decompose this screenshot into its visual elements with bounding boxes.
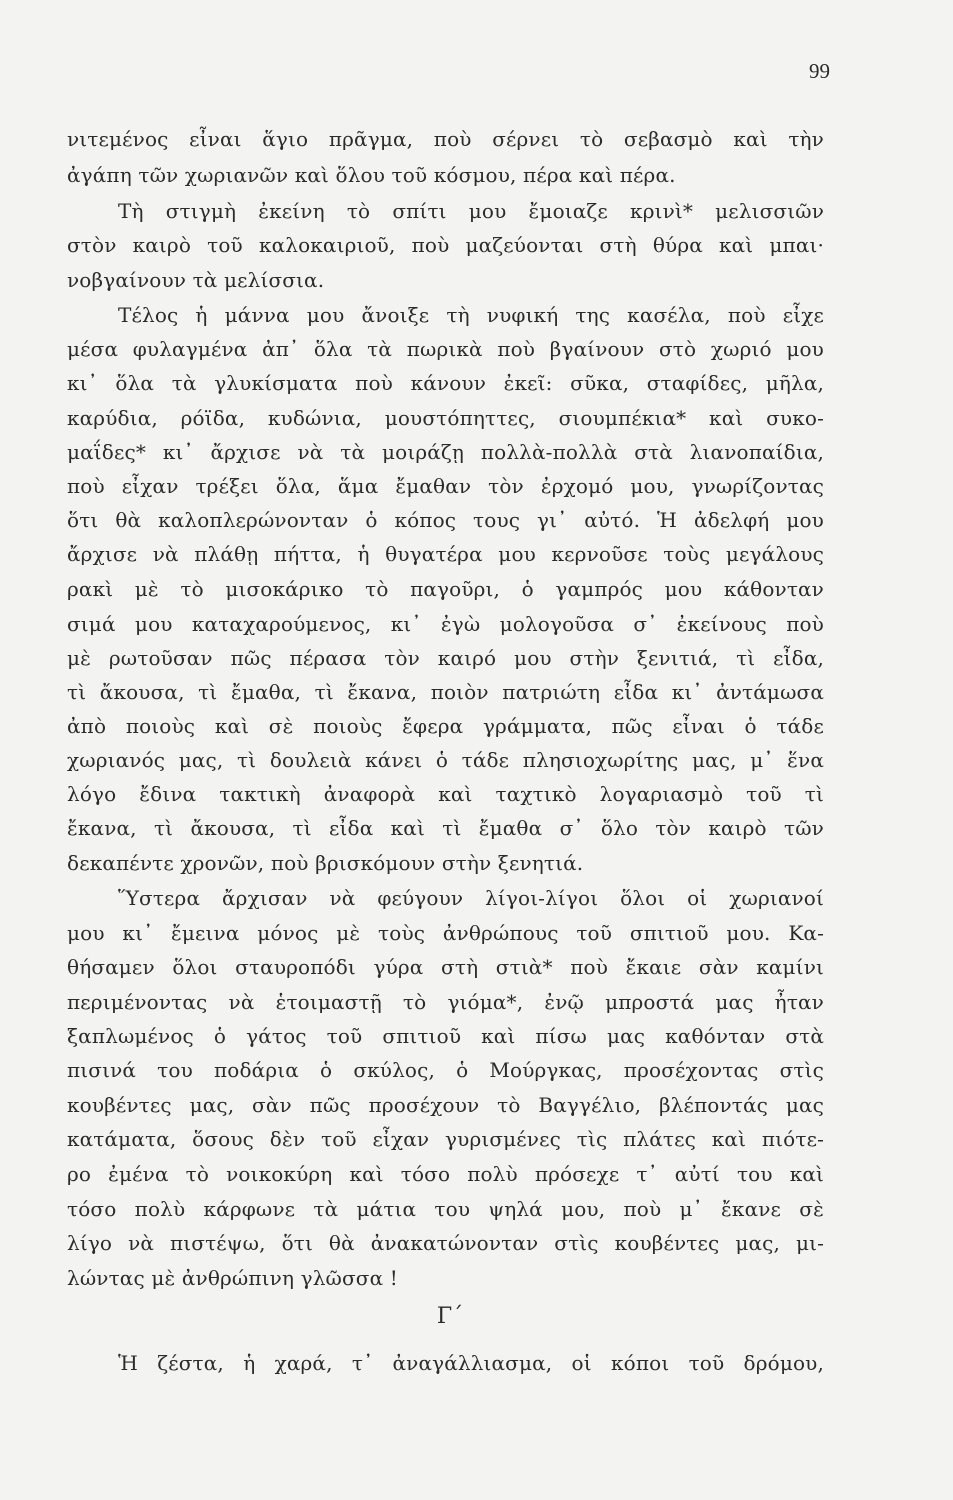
page-number: 99 (809, 59, 830, 83)
text-line: Τὴ στιγμὴ ἐκείνη τὸ σπίτι μου ἔμοιαζε κρινὶ* μελισσιῶν (118, 199, 824, 223)
text-line: δεκαπέντε χρονῶν, ποὺ βρισκόμουν στὴν ξενητιά. (67, 851, 584, 875)
text-line: Ἡ ζέστα, ἡ χαρά, τ᾿ ἀναγάλλιασμα, οἱ κόποι τοῦ δρόμου, (118, 1351, 824, 1375)
text-line: ἀγάπη τῶν χωριανῶν καὶ ὅλου τοῦ κόσμου, πέρα καὶ πέρα. (67, 163, 676, 187)
text-line: κι᾿ ὅλα τὰ γλυκίσματα ποὺ κάνουν ἐκεῖ: σῦκα, σταφίδες, μῆλα, (67, 371, 824, 395)
text-line: μὲ ρωτοῦσαν πῶς πέρασα τὸν καιρό μου στὴν ξενιτιά, τὶ εἶδα, (67, 646, 824, 670)
text-line: μέσα φυλαγμένα ἀπ᾿ ὅλα τὰ πωρικὰ ποὺ βγαίνουν στὸ χωριό μου (67, 337, 824, 361)
text-line: νιτεμένος εἶναι ἅγιο πρᾶγμα, ποὺ σέρνει τὸ σεβασμὸ καὶ τὴν (67, 127, 824, 151)
text-line: ἔκανα, τὶ ἄκουσα, τὶ εἶδα καὶ τὶ ἔμαθα σ᾿ ὅλο τὸν καιρὸ τῶν (67, 816, 824, 840)
text-line: ἀπὸ ποιοὺς καὶ σὲ ποιοὺς ἔφερα γράμματα, πῶς εἶναι ὁ τάδε (67, 714, 824, 738)
text-line: μαΐδες* κι᾿ ἄρχισε νὰ τὰ μοιράζῃ πολλὰ-πολλὰ στὰ λιανοπαίδια, (67, 440, 824, 464)
text-line: τόσο πολὺ κάρφωνε τὰ μάτια του ψηλά μου, ποὺ μ᾿ ἔκανε σὲ (67, 1197, 824, 1221)
text-line: σιμά μου καταχαρούμενος, κι᾿ ἐγὼ μολογοῦσα σ᾿ ἐκείνους ποὺ (67, 612, 824, 636)
text-line: ὅτι θὰ καλοπλερώνονταν ὁ κόπος τους γι᾿ αὐτό. Ἡ ἀδελφή μου (67, 508, 824, 532)
text-line: ρο ἐμένα τὸ νοικοκύρη καὶ τόσο πολὺ πρόσεχε τ᾿ αὐτί του καὶ (67, 1162, 824, 1186)
text-line: Τέλος ἡ μάννα μου ἄνοιξε τὴ νυφική της κασέλα, ποὺ εἶχε (118, 303, 824, 327)
text-line: κουβέντες μας, σὰν πῶς προσέχουν τὸ Βαγγέλιο, βλέποντάς μας (67, 1093, 824, 1117)
text-line: νοβγαίνουν τὰ μελίσσια. (67, 268, 325, 292)
text-line: πισινά του ποδάρια ὁ σκύλος, ὁ Μούργκας, προσέχοντας στὶς (67, 1058, 824, 1082)
text-line: τὶ ἄκουσα, τὶ ἔμαθα, τὶ ἔκανα, ποιὸν πατριώτη εἶδα κι᾿ ἀντάμωσα (67, 680, 824, 704)
text-line: ἄρχισε νὰ πλάθῃ πήττα, ἡ θυγατέρα μου κερνοῦσε τοὺς μεγάλους (67, 542, 824, 566)
text-line: κατάματα, ὅσους δὲν τοῦ εἶχαν γυρισμένες τὶς πλάτες καὶ πιότε- (67, 1127, 824, 1151)
text-line: ξαπλωμένος ὁ γάτος τοῦ σπιτιοῦ καὶ πίσω μας καθόνταν στὰ (67, 1024, 824, 1048)
text-line: ποὺ εἶχαν τρέξει ὅλα, ἅμα ἔμαθαν τὸν ἐρχομό μου, γνωρίζοντας (67, 474, 824, 498)
text-line: μου κι᾿ ἔμεινα μόνος μὲ τοὺς ἀνθρώπους τοῦ σπιτιοῦ μου. Κα- (67, 921, 824, 945)
text-line: λώντας μὲ ἀνθρώπινη γλῶσσα ! (67, 1266, 398, 1290)
text-line: στὸν καιρὸ τοῦ καλοκαιριοῦ, ποὺ μαζεύονται στὴ θύρα καὶ μπαι· (67, 233, 824, 257)
text-line: Ὕστερα ἄρχισαν νὰ φεύγουν λίγοι-λίγοι ὅλοι οἱ χωριανοί (118, 886, 824, 910)
text-line: θήσαμεν ὅλοι σταυροπόδι γύρα στὴ στιὰ* ποὺ ἔκαιε σὰν καμίνι (67, 955, 824, 979)
text-line: ρακὶ μὲ τὸ μισοκάρικο τὸ παγοῦρι, ὁ γαμπρός μου κάθονταν (67, 577, 824, 601)
text-line: χωριανός μας, τὶ δουλειὰ κάνει ὁ τάδε πλησιοχωρίτης μας, μ᾿ ἕνα (67, 748, 824, 772)
text-line: περιμένοντας νὰ ἑτοιμαστῇ τὸ γιόμα*, ἐνῷ μπροστά μας ἦταν (67, 990, 824, 1014)
text-line: λόγο ἔδινα τακτικὴ ἀναφορὰ καὶ ταχτικὸ λογαριασμὸ τοῦ τὶ (67, 782, 824, 806)
section-heading: Γ´ (436, 1304, 464, 1329)
text-line: λίγο νὰ πιστέψω, ὅτι θὰ ἀνακατώνονταν στὶς κουβέντες μας, μι- (67, 1231, 824, 1255)
text-line: καρύδια, ρόϊδα, κυδώνια, μουστόπηττες, σιουμπέκια* καὶ συκο- (67, 406, 824, 430)
